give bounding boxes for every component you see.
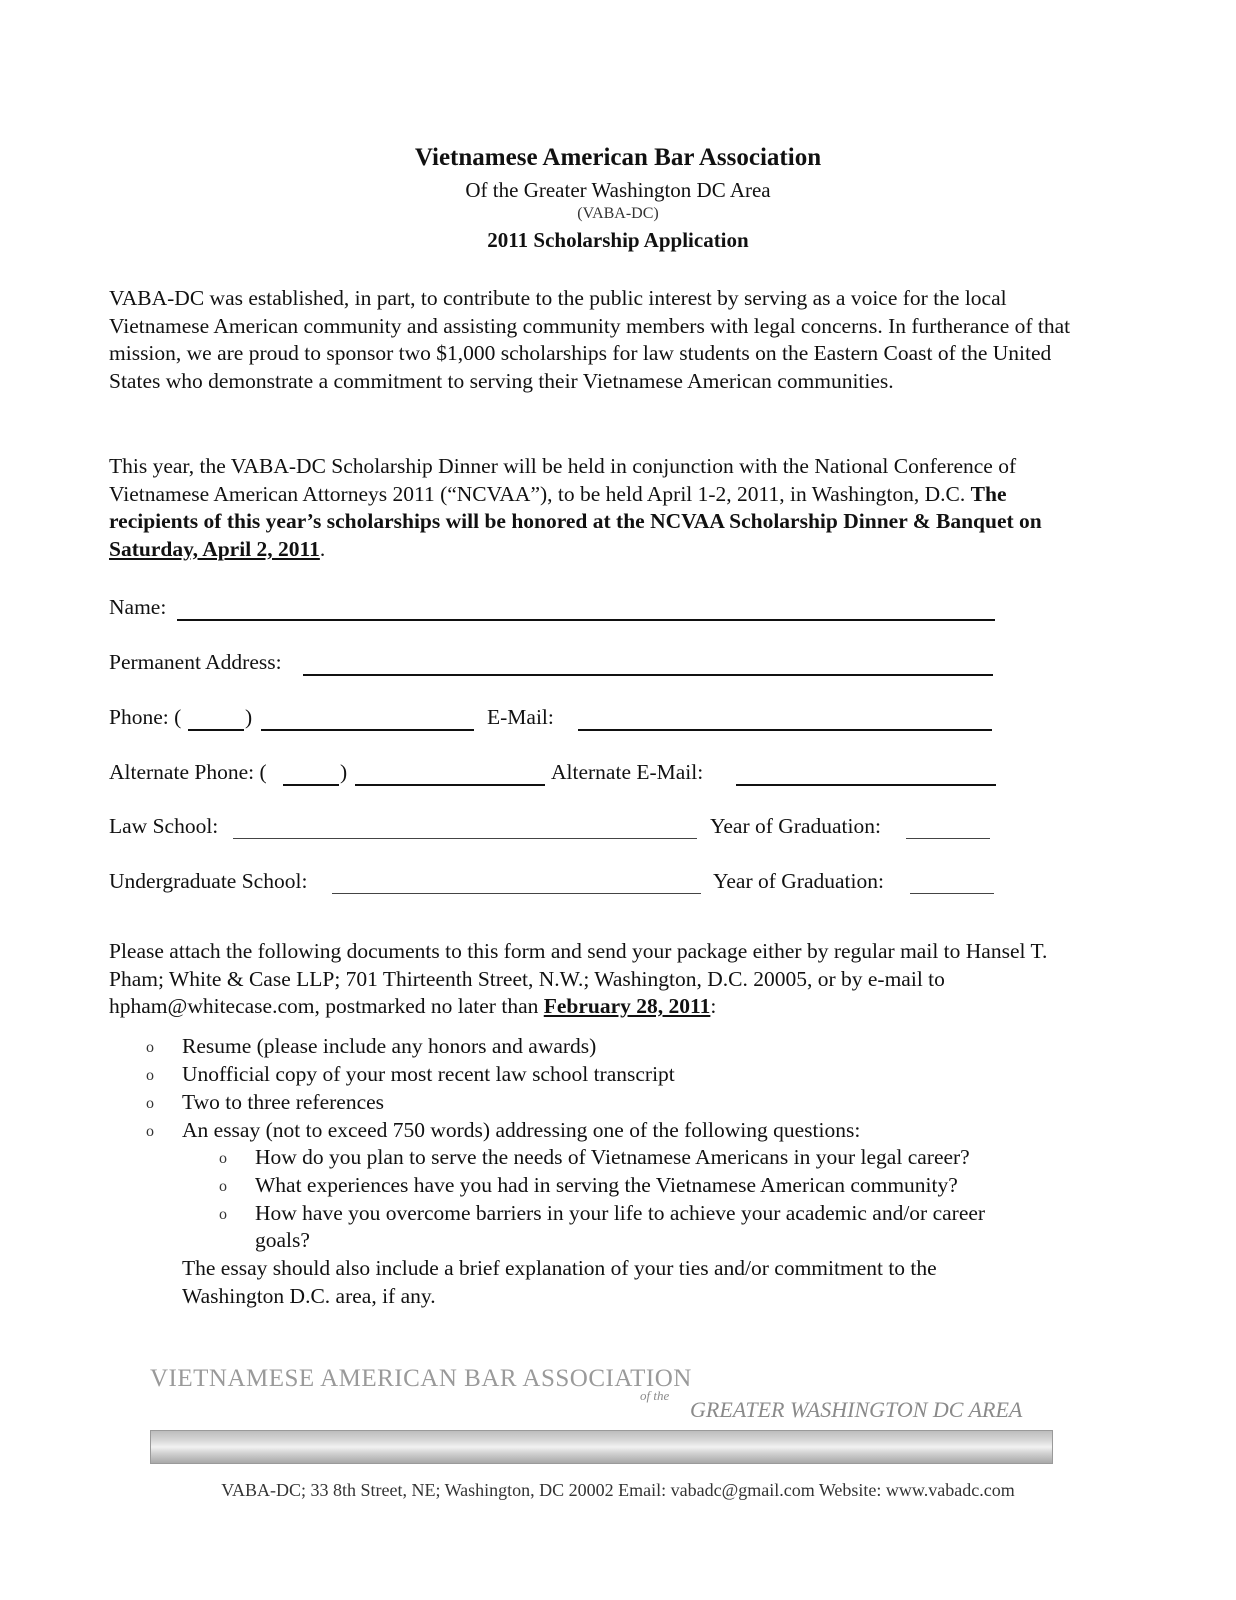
alt-email-field[interactable] [736, 784, 996, 786]
law-school-field[interactable] [233, 838, 697, 839]
question-item: What experiences have you had in serving the Vietnamese American community? [255, 1173, 958, 1197]
bullet-icon: o [219, 1150, 227, 1167]
undergrad-row [109, 869, 1119, 899]
alt-phone-paren-close: ) [340, 760, 348, 784]
address-label: Permanent Address: [109, 650, 282, 674]
list-item: An essay (not to exceed 750 words) addressing one of the following questions: [182, 1118, 861, 1142]
undergrad-grad-year-field[interactable] [910, 893, 994, 894]
alt-phone-number-field[interactable] [355, 784, 545, 786]
alt-contact-row [109, 760, 1119, 790]
question-item: How have you overcome barriers in your life to achieve your academic and/or career [255, 1201, 986, 1225]
bullet-icon: o [146, 1095, 154, 1112]
question-item: How do you plan to serve the needs of Vietnamese Americans in your legal career? [255, 1145, 970, 1169]
org-subtitle: Of the Greater Washington DC Area [465, 178, 771, 202]
bullet-icon: o [219, 1178, 227, 1195]
law-grad-year-label: Year of Graduation: [710, 814, 881, 838]
dinner-paragraph-bold: The recipients of this year’s scholarships will be honored at the NCVAA Scholarship Dinner & Banquet on [109, 481, 1042, 534]
footer-divider-bar [150, 1430, 1053, 1464]
address-field[interactable] [303, 674, 993, 676]
application-title: 2011 Scholarship Application [487, 228, 749, 252]
alt-phone-label: Alternate Phone: ( [109, 760, 267, 784]
org-abbreviation: (VABA-DC) [577, 205, 659, 222]
deadline-date: February 28, 2011 [543, 994, 711, 1019]
name-label: Name: [109, 595, 167, 619]
name-field[interactable] [177, 619, 995, 621]
alt-email-label: Alternate E-Mail: [551, 760, 704, 784]
footer-logo-of: of the [640, 1388, 670, 1403]
bullet-icon: o [146, 1039, 154, 1056]
essay-note-continued: Washington D.C. area, if any. [182, 1284, 436, 1308]
dinner-paragraph-end: . [319, 536, 326, 561]
email-label: E-Mail: [487, 705, 554, 729]
phone-paren-close: ) [245, 705, 253, 729]
phone-label: Phone: ( [109, 705, 182, 729]
footer-contact: VABA-DC; 33 8th Street, NE; Washington, DC 20002 Email: vabadc@gmail.com Website: www.vabadc.com [221, 1480, 1015, 1500]
question-item-continued: goals? [255, 1228, 310, 1252]
footer-logo-area: GREATER WASHINGTON DC AREA [690, 1397, 1023, 1422]
undergrad-field[interactable] [332, 893, 701, 894]
undergrad-label: Undergraduate School: [109, 869, 308, 893]
law-school-row [109, 814, 1119, 844]
phone-row [109, 705, 1119, 735]
footer-logo-org: VIETNAMESE AMERICAN BAR ASSOCIATION [150, 1365, 692, 1392]
phone-number-field[interactable] [261, 729, 474, 731]
alt-phone-area-code-field[interactable] [283, 784, 339, 786]
law-school-label: Law School: [109, 814, 219, 838]
dinner-paragraph-text: This year, the VABA-DC Scholarship Dinner will be held in conjunction with the National Conference of Vietnamese American Attorneys 2011 (“NCVAA”), to be held April 1-2, 2011, in Washington, D.C. [109, 454, 1017, 506]
address-row [109, 650, 1119, 680]
org-name-heading: Vietnamese American Bar Association [414, 144, 822, 171]
bullet-icon: o [146, 1067, 154, 1084]
essay-note: The essay should also include a brief explanation of your ties and/or commitment to the [182, 1256, 937, 1280]
intro-paragraph: VABA-DC was established, in part, to contribute to the public interest by serving as a voice for the local Vietnamese American community and assisting community members with legal concerns. In furtherance of that mission, we are proud to sponsor two $1,000 scholarships for law students on the Eastern Coast of the United States who demonstrate a commitment to serving their Vietnamese American communities. [109, 286, 1071, 393]
bullet-icon: o [146, 1123, 154, 1140]
phone-area-code-field[interactable] [188, 729, 244, 731]
dinner-date: Saturday, April 2, 2011 [109, 536, 320, 561]
instructions-end: : [710, 994, 717, 1019]
list-item: Resume (please include any honors and awards) [182, 1034, 597, 1058]
name-row [109, 595, 1119, 625]
instructions-paragraph [109, 938, 1094, 1021]
list-item: Two to three references [182, 1090, 385, 1114]
dinner-paragraph [109, 453, 1094, 563]
bullet-icon: o [219, 1206, 227, 1223]
undergrad-grad-year-label: Year of Graduation: [713, 869, 884, 893]
instructions-text: Please attach the following documents to this form and send your package either by regular mail to Hansel T. Pham; White & Case LLP; 701 Thirteenth Street, N.W.; Washington, D.C. 20005, or by e-mail to hpham@whitecase.com, postmarked no later than [109, 939, 1048, 1019]
law-grad-year-field[interactable] [906, 838, 990, 839]
email-field[interactable] [578, 729, 992, 731]
list-item: Unofficial copy of your most recent law school transcript [182, 1062, 675, 1086]
